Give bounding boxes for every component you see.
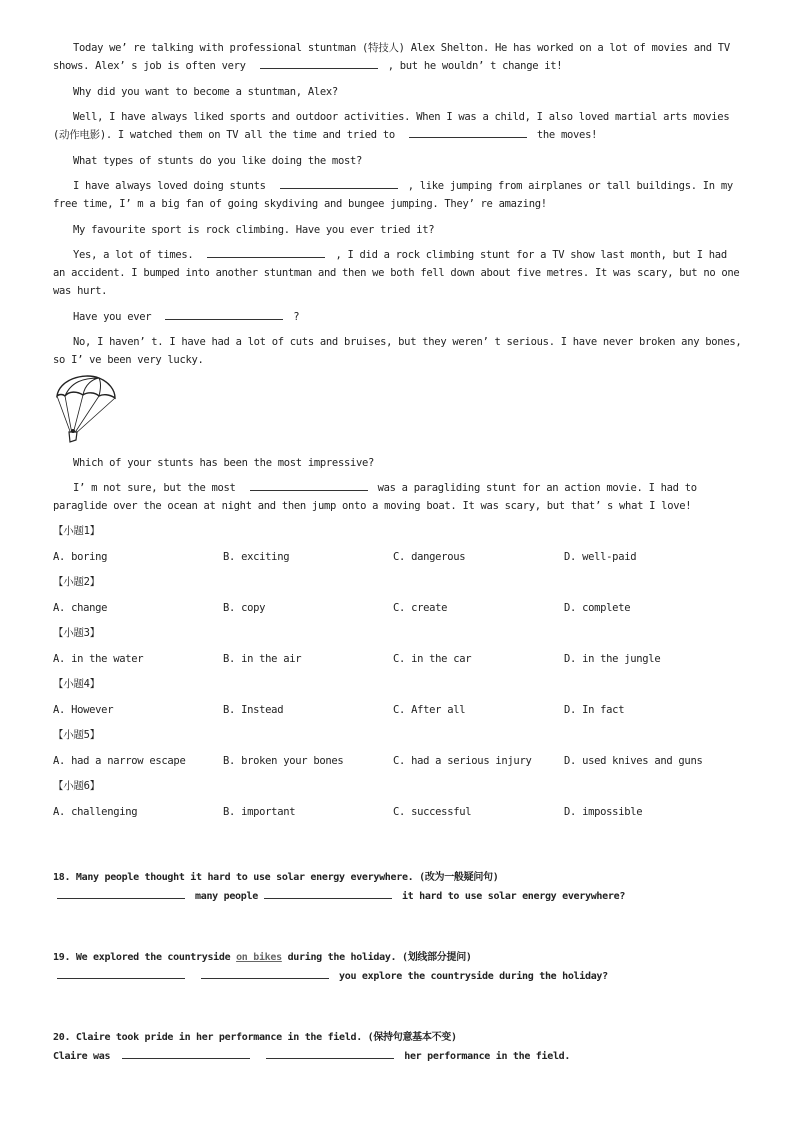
option-b[interactable]: B. in the air xyxy=(223,653,302,665)
answer-blank-20b[interactable] xyxy=(266,1049,394,1059)
question-label: 【小题4】 xyxy=(53,678,100,690)
text: ? xyxy=(293,311,300,323)
text: I have always loved doing stunts xyxy=(73,180,266,192)
option-d[interactable]: D. in the jungle xyxy=(564,653,661,665)
option-a[interactable]: A. However xyxy=(53,704,114,716)
passage-line: No, I haven’ t. I have had a lot of cuts and bruises, but they weren’ t serious. I have never broken any bones, xyxy=(73,336,742,348)
parachute-illustration xyxy=(53,374,117,446)
rewrite-question-19 xyxy=(53,951,743,965)
option-c[interactable]: C. had a serious injury xyxy=(393,755,532,767)
text: during the holiday. (划线部分提问) xyxy=(287,952,472,963)
answer-blank-1[interactable] xyxy=(260,59,378,69)
option-b[interactable]: B. exciting xyxy=(223,551,290,563)
option-a[interactable]: A. had a narrow escape xyxy=(53,755,186,767)
option-c[interactable]: C. create xyxy=(393,602,448,614)
option-c[interactable]: C. in the car xyxy=(393,653,472,665)
passage-line xyxy=(73,179,763,193)
text: , but he wouldn’ t change it! xyxy=(387,60,563,72)
passage-line: so I’ ve been very lucky. xyxy=(53,354,204,366)
passage-line: paraglide over the ocean at night and then jump onto a moving boat. It was scary, but that’ s what I love! xyxy=(53,500,692,512)
answer-blank-5[interactable] xyxy=(165,310,283,320)
passage-line xyxy=(73,248,763,262)
text: 19. We explored the countryside xyxy=(53,952,231,963)
text: it hard to use solar energy everywhere? xyxy=(401,891,626,902)
question-label: 【小题2】 xyxy=(53,576,100,588)
option-a[interactable]: A. boring xyxy=(53,551,108,563)
option-d[interactable]: D. complete xyxy=(564,602,631,614)
option-d[interactable]: D. In fact xyxy=(564,704,625,716)
rewrite-answer-20 xyxy=(53,1049,743,1064)
interview-question: Why did you want to become a stuntman, Alex? xyxy=(73,86,338,98)
option-b[interactable]: B. broken your bones xyxy=(223,755,344,767)
answer-blank-19a[interactable] xyxy=(57,969,185,979)
option-d[interactable]: D. impossible xyxy=(564,806,643,818)
rewrite-question-20: 20. Claire took pride in her performance in the field. (保持句意基本不变) xyxy=(53,1032,457,1043)
answer-blank-18a[interactable] xyxy=(57,889,185,899)
option-b[interactable]: B. Instead xyxy=(223,704,284,716)
passage-line: was hurt. xyxy=(53,285,108,297)
question-label: 【小题1】 xyxy=(53,525,100,537)
interview-question: Which of your stunts has been the most impressive? xyxy=(73,457,375,469)
passage-line xyxy=(53,59,743,73)
passage-line: free time, I’ m a big fan of going skydiving and bungee jumping. They’ re amazing! xyxy=(53,198,547,210)
passage-line: Today we’ re talking with professional stuntman (特技人) Alex Shelton. He has worked on a lot of movies and TV xyxy=(73,42,730,54)
option-b[interactable]: B. important xyxy=(223,806,296,818)
passage-line xyxy=(73,481,763,495)
text: (动作电影). I watched them on TV all the time and tried to xyxy=(53,129,395,141)
option-c[interactable]: C. dangerous xyxy=(393,551,466,563)
text: was a paragliding stunt for an action movie. I had to xyxy=(377,482,697,494)
rewrite-answer-18 xyxy=(53,889,743,904)
answer-blank-6[interactable] xyxy=(250,481,368,491)
interview-question xyxy=(73,310,763,324)
option-a[interactable]: A. challenging xyxy=(53,806,138,818)
text: Yes, a lot of times. xyxy=(73,249,194,261)
answer-blank-3[interactable] xyxy=(280,179,398,189)
text: you explore the countryside during the holiday? xyxy=(339,971,608,982)
text: , I did a rock climbing stunt for a TV show last month, but I had xyxy=(335,249,727,261)
passage-line: an accident. I bumped into another stuntman and then we both fell down about five metres. It was scary, but no one xyxy=(53,267,740,279)
text: I’ m not sure, but the most xyxy=(73,482,236,494)
option-a[interactable]: A. in the water xyxy=(53,653,144,665)
option-d[interactable]: D. used knives and guns xyxy=(564,755,703,767)
question-label: 【小题3】 xyxy=(53,627,100,639)
answer-blank-19b[interactable] xyxy=(201,969,329,979)
answer-blank-18b[interactable] xyxy=(264,889,392,899)
interview-question: What types of stunts do you like doing the most? xyxy=(73,155,363,167)
passage-line: Well, I have always liked sports and outdoor activities. When I was a child, I also loved martial arts movies xyxy=(73,111,730,123)
text: many people xyxy=(195,891,258,902)
text: , like jumping from airplanes or tall buildings. In my xyxy=(407,180,733,192)
underlined-phrase: on bikes xyxy=(236,952,282,963)
option-c[interactable]: C. successful xyxy=(393,806,472,818)
question-label: 【小题6】 xyxy=(53,780,100,792)
text: Have you ever xyxy=(73,311,152,323)
option-b[interactable]: B. copy xyxy=(223,602,266,614)
option-c[interactable]: C. After all xyxy=(393,704,466,716)
text: Claire was xyxy=(53,1051,111,1062)
rewrite-question-18: 18. Many people thought it hard to use solar energy everywhere. (改为一般疑问句) xyxy=(53,872,499,883)
interview-question: My favourite sport is rock climbing. Have you ever tried it? xyxy=(73,224,435,236)
option-d[interactable]: D. well-paid xyxy=(564,551,637,563)
text: her performance in the field. xyxy=(404,1051,571,1062)
question-label: 【小题5】 xyxy=(53,729,100,741)
answer-blank-4[interactable] xyxy=(207,248,325,258)
answer-blank-20a[interactable] xyxy=(122,1049,250,1059)
passage-line xyxy=(53,128,743,142)
text: shows. Alex’ s job is often very xyxy=(53,60,246,72)
answer-blank-2[interactable] xyxy=(409,128,527,138)
rewrite-answer-19 xyxy=(53,969,743,984)
option-a[interactable]: A. change xyxy=(53,602,108,614)
text: the moves! xyxy=(536,129,598,141)
